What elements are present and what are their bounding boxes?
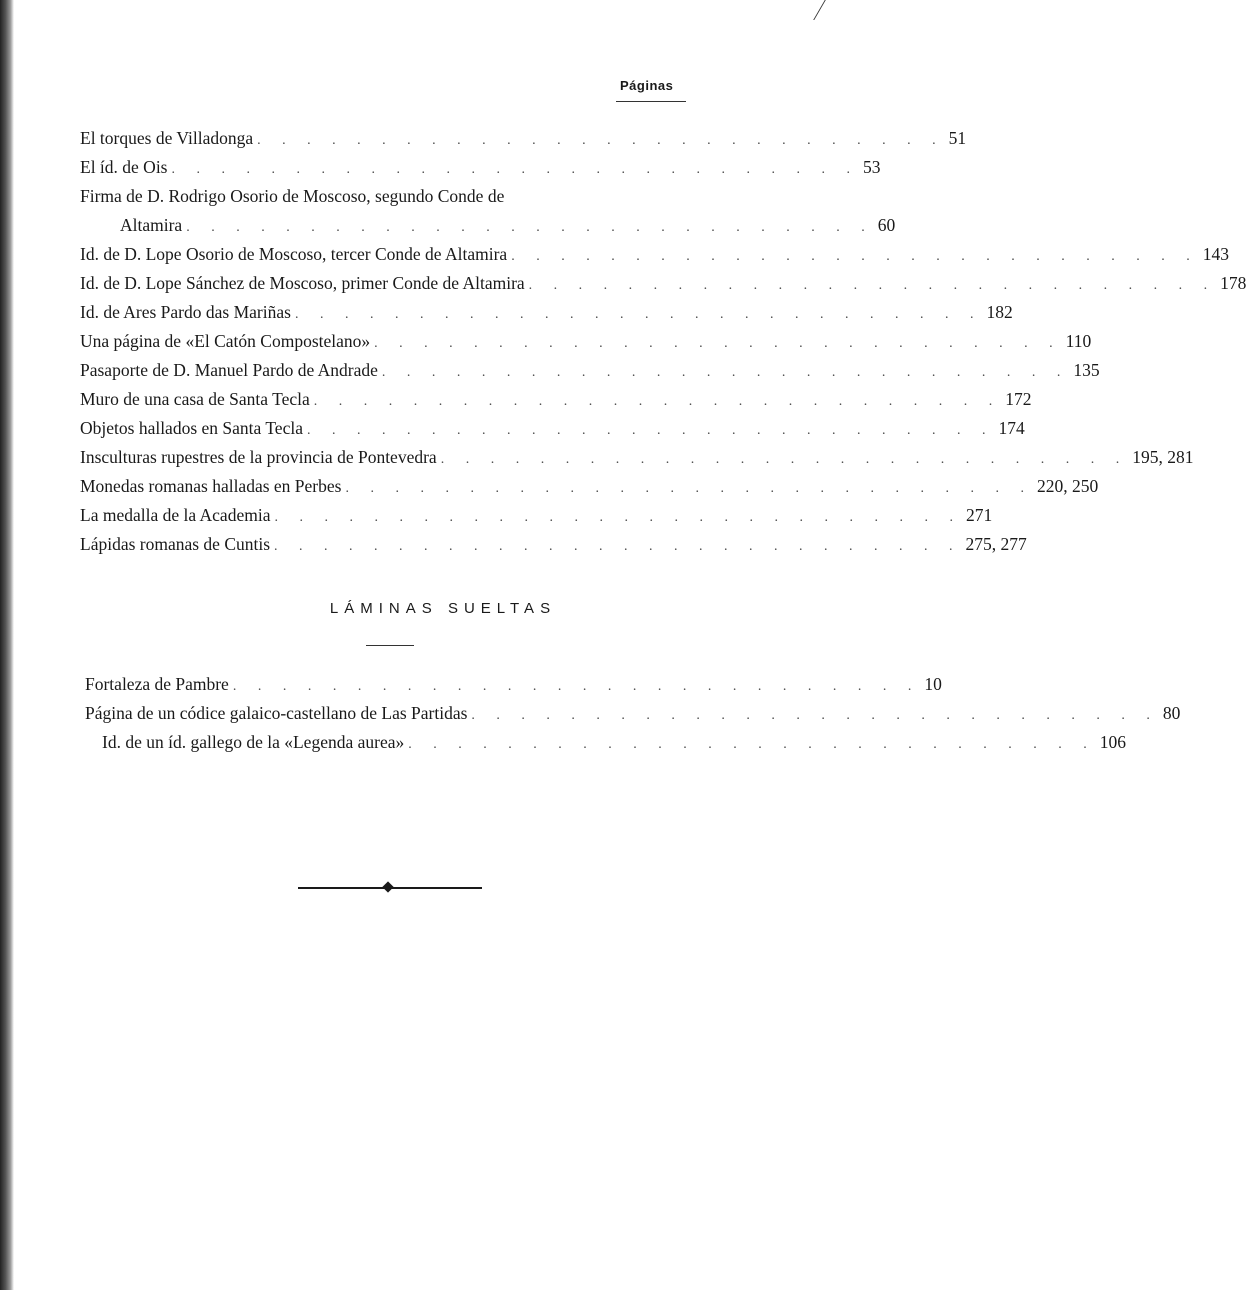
entry-page: 174: [998, 418, 1025, 438]
leader-dots: . . . . . . . . . . . . . . . . . . . . . . . . . . . .: [374, 336, 1062, 351]
section-title: LÁMINAS SUELTAS: [329, 600, 557, 617]
entry-page: 271: [965, 505, 993, 525]
leader-dots: . . . . . . . . . . . . . . . . . . . . . . . . . . . .: [313, 394, 1002, 409]
entry-title-continuation: Altamira: [120, 215, 183, 235]
section-rule: [366, 645, 414, 646]
index-entry: [80, 360, 1100, 389]
leader-dots: . . . . . . . . . . . . . . . . . . . . . . . . . . . .: [294, 307, 983, 322]
entry-title: Objetos hallados en Santa Tecla: [80, 418, 303, 438]
entry-page: 143: [1202, 244, 1229, 264]
entry-title: Una página de «El Catón Compostelano»: [80, 331, 371, 351]
entry-page: 195, 281: [1132, 447, 1194, 467]
entry-page: 60: [877, 215, 896, 235]
entry-page: 135: [1073, 360, 1100, 380]
entry-title: Fortaleza de Pambre: [85, 674, 229, 694]
entry-title: Lápidas romanas de Cuntis: [80, 534, 271, 554]
entry-page: 178: [1220, 273, 1246, 293]
entry-title: El íd. de Ois: [80, 157, 168, 177]
index-entry: [80, 128, 967, 157]
entry-title: Pasaporte de D. Manuel Pardo de Andrade: [80, 360, 378, 380]
entry-title: Id. de D. Lope Osorio de Moscoso, tercer Conde de Altamira: [80, 244, 508, 264]
index-entry: [80, 418, 1025, 447]
entry-page: 80: [1162, 703, 1181, 723]
entry-page: 106: [1099, 732, 1126, 752]
entry-title: Insculturas rupestres de la provincia de Pontevedra: [80, 447, 437, 467]
entry-page: 275, 277: [965, 534, 1027, 554]
leader-dots: . . . . . . . . . . . . . . . . . . . . . . . . . . . .: [471, 708, 1159, 723]
index-entry: [80, 244, 1229, 273]
index-entry: [80, 273, 1246, 302]
entry-title: Id. de Ares Pardo das Mariñas: [80, 302, 291, 322]
index-entry: [80, 302, 1013, 331]
corner-mark: [813, 0, 842, 20]
leader-dots: . . . . . . . . . . . . . . . . . . . . . . . . . . . .: [345, 481, 1033, 496]
leader-dots: . . . . . . . . . . . . . . . . . . . . . . . . . . . .: [257, 133, 945, 148]
leader-dots: . . . . . . . . . . . . . . . . . . . . . . . . . . . .: [274, 510, 962, 525]
index-entry: [120, 215, 896, 244]
leader-dots: . . . . . . . . . . . . . . . . . . . . . . . . . . . .: [274, 539, 962, 554]
book-spine-edge: [0, 0, 14, 1290]
entry-title: Id. de un íd. gallego de la «Legenda aurea»: [102, 732, 405, 752]
leader-dots: . . . . . . . . . . . . . . . . . . . . . . . . . . . .: [408, 737, 1096, 752]
index-entry: [80, 505, 993, 534]
entry-title: El torques de Villadonga: [80, 128, 254, 148]
entry-page: 53: [863, 157, 881, 177]
plate-entry: [102, 732, 1126, 761]
entry-page: 110: [1065, 331, 1092, 351]
plate-entry: [85, 674, 942, 703]
leader-dots: . . . . . . . . . . . . . . . . . . . . . . . . . . . .: [186, 220, 874, 235]
entry-page: 172: [1005, 389, 1032, 409]
leader-dots: . . . . . . . . . . . . . . . . . . . . . . . . . . . .: [440, 452, 1129, 467]
leader-dots: . . . . . . . . . . . . . . . . . . . . . . . . . . . .: [306, 423, 995, 438]
paginas-header: Páginas: [620, 78, 674, 93]
index-entry: [80, 157, 881, 186]
leader-dots: . . . . . . . . . . . . . . . . . . . . . . . . . . . .: [511, 249, 1199, 264]
index-entry: [80, 331, 1092, 360]
leader-dots: . . . . . . . . . . . . . . . . . . . . . . . . . . . .: [528, 278, 1217, 293]
entry-page: 10: [924, 674, 942, 694]
entry-title: Monedas romanas halladas en Perbes: [80, 476, 342, 496]
ornament-diamond: [382, 881, 393, 892]
entry-page: 51: [948, 128, 967, 148]
leader-dots: . . . . . . . . . . . . . . . . . . . . . . . . . . . .: [171, 162, 859, 177]
index-entry: [80, 389, 1032, 418]
entry-title: Página de un códice galaico-castellano de Las Partidas: [85, 703, 468, 723]
index-entry: [80, 476, 1099, 505]
entry-page: 182: [986, 302, 1013, 322]
entry-page: 220, 250: [1036, 476, 1099, 496]
entry-title-line: Firma de D. Rodrigo Osorio de Moscoso, segundo Conde de: [80, 186, 505, 206]
end-ornament: [298, 882, 482, 894]
index-entry: [80, 447, 1194, 476]
index-entry: [80, 534, 1027, 563]
leader-dots: . . . . . . . . . . . . . . . . . . . . . . . . . . . .: [381, 365, 1070, 380]
paginas-rule: [616, 101, 686, 102]
leader-dots: . . . . . . . . . . . . . . . . . . . . . . . . . . . .: [232, 679, 921, 694]
entry-title: La medalla de la Academia: [80, 505, 271, 525]
entry-title: Muro de una casa de Santa Tecla: [80, 389, 310, 409]
entry-title: Id. de D. Lope Sánchez de Moscoso, primer Conde de Altamira: [80, 273, 525, 293]
plate-entry: [85, 703, 1181, 732]
